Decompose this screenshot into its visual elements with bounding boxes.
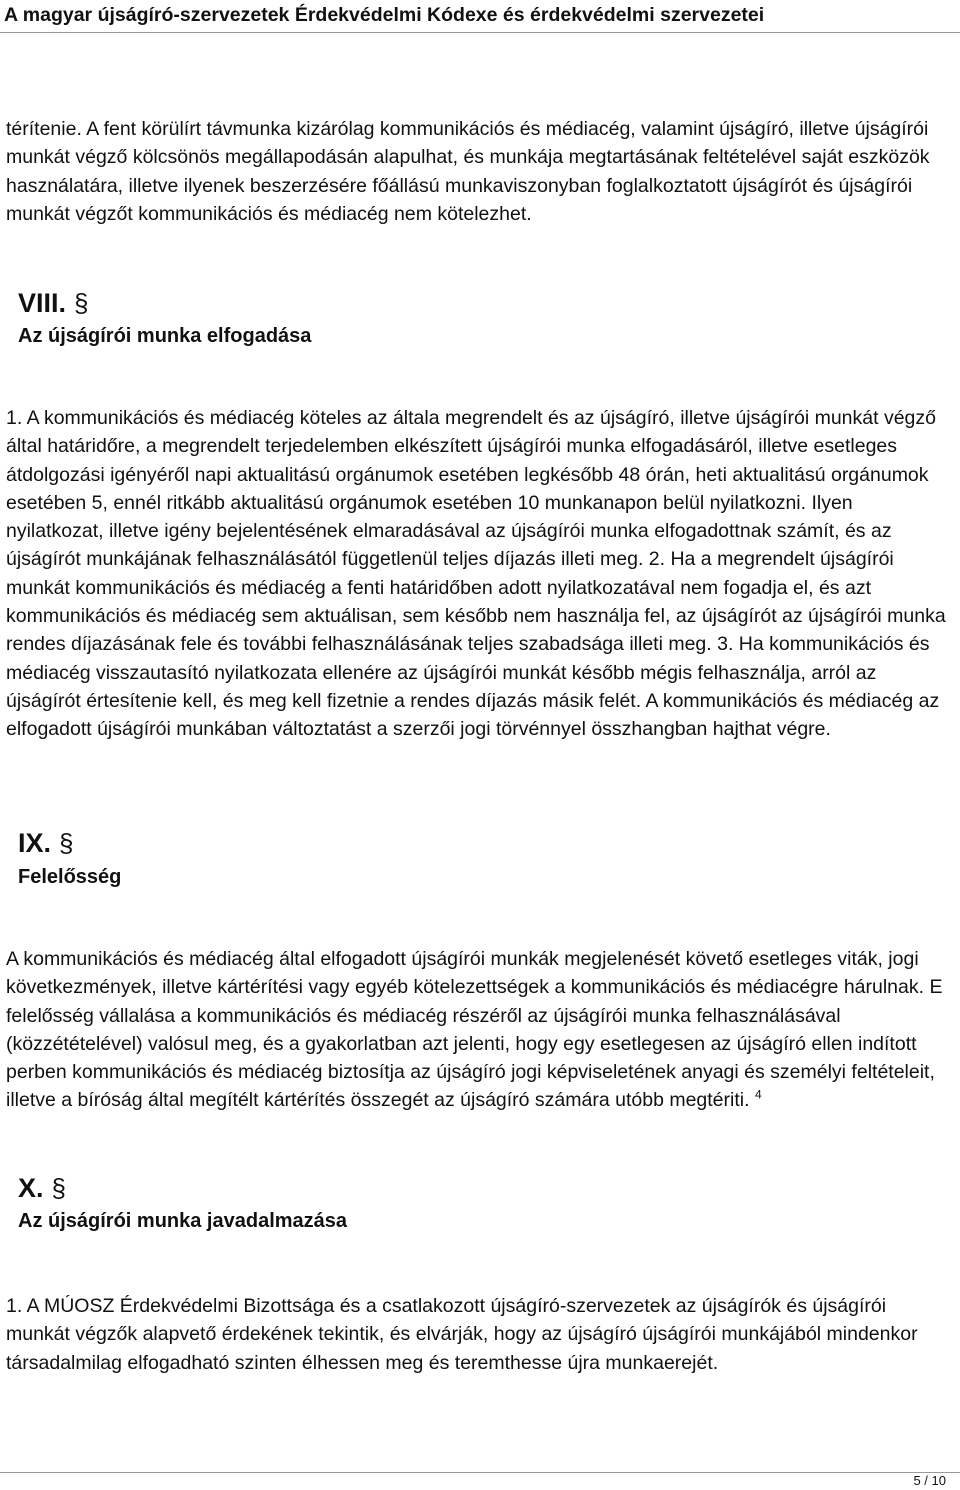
section-heading-ix (18, 827, 73, 859)
paragraph-liability-text: A kommunikációs és médiacég által elfogadott újságírói munkák megjelenését követő esetleges viták, jogi következmények, illetve kártérítési vagy egyéb kötelezettségek a kommunikációs és médiacégre hárulnak. E felelősség vállalása a kommunikációs és médiacég részéről az újságírói munka felhasználásával (közzétételével) valósul meg, és a gyakorlatban azt jelenti, hogy egy esetlegesen az újságíró ellen indított perben kommunikációs és médiacég biztosítja az újságíró jogi képviseletének anyagi és személyi feltételeit, illetve a bíróság által megítélt kártérítés összegét az újságíró számára utóbb megtériti. (6, 948, 943, 1112)
document-header-title: A magyar újságíró-szervezetek Érdekvédelmi Kódexe és érdekvédelmi szervezetei (4, 4, 765, 26)
section-sign-icon: § (59, 828, 74, 858)
section-title-x: Az újságírói munka javadalmazása (18, 1210, 348, 1232)
paragraph-acceptance: 1. A kommunikációs és médiacég köteles az általa megrendelt és az újságíró, illetve újságírói munkát végző által határidőre, a megrendelt terjedelemben elkészített újságírói munka elfogadásáról, illetve esetleges átdolgozási igényéről napi aktualitású orgánumok esetében legkésőbb 48 órán, heti aktualitású orgánumok esetében 5, ennél ritkább aktualitású orgánumok esetében 10 munkanapon belül nyilatkozni. Ilyen nyilatkozat, illetve igény bejelentésének elmaradásával az újságírói munka elfogadottnak számít, és az újságírót munkájának felhasználásától függetlenül teljes díjazás illeti meg. 2. Ha a megrendelt újságírói munkát kommunikációs és médiacég a fenti határidőben adott nyilatkozatával nem fogadja el, és azt kommunikációs és médiacég sem aktuálisan, sem később nem használja fel, az újságírót az újságírói munka rendes díjazásának fele és további felhasználásának teljes szabadsága illeti meg. 3. Ha kommunikációs és médiacég visszautasító nyilatkozata ellenére az újságírói munkát később mégis felhasználja, arról az újságírót értesítenie kell, és meg kell fizetnie a rendes díjazás másik felét. A kommunikációs és médiacég az elfogadott újságírói munkában változtatást a szerzői jogi törvénnyel összhangban hajthat végre. (6, 407, 946, 741)
section-heading-x (18, 1172, 66, 1204)
footnote-reference[interactable]: 4 (754, 1087, 762, 1102)
section-number: X. (18, 1173, 44, 1203)
section-heading-viii (18, 287, 88, 319)
section-sign-icon: § (74, 288, 89, 318)
section-number: IX. (18, 828, 52, 858)
footer-divider (0, 1472, 960, 1473)
paragraph-remuneration: 1. A MÚOSZ Érdekvédelmi Bizottsága és a csatlakozott újságíró-szervezetek az újságírók és újságírói munkát végzők alapvető érdekének tekintik, és elvárják, hogy az újságíró újságírói munkájából mindenkor társadalmilag elfogadható szinten élhessen meg és teremthesse újra munkaerejét. (6, 1295, 918, 1374)
page-number: 5 / 10 (913, 1473, 946, 1488)
paragraph-liability (6, 945, 950, 1115)
section-sign-icon: § (51, 1173, 66, 1203)
section-title-viii: Az újságírói munka elfogadása (18, 325, 312, 347)
paragraph-telework: térítenie. A fent körülírt távmunka kizárólag kommunikációs és médiacég, valamint újságíró, illetve újságírói munkát végző kölcsönös megállapodásán alapulhat, és munkája megtartásának feltételével saját eszközök használatára, illetve ilyenek beszerzésére főállású munkaviszonyban foglalkoztatott újságírót és újságírói munkát végzőt kommunikációs és médiacég nem kötelezhet. (6, 118, 930, 225)
header-divider (0, 32, 960, 33)
section-number: VIII. (18, 288, 67, 318)
section-title-ix: Felelősség (18, 866, 122, 888)
